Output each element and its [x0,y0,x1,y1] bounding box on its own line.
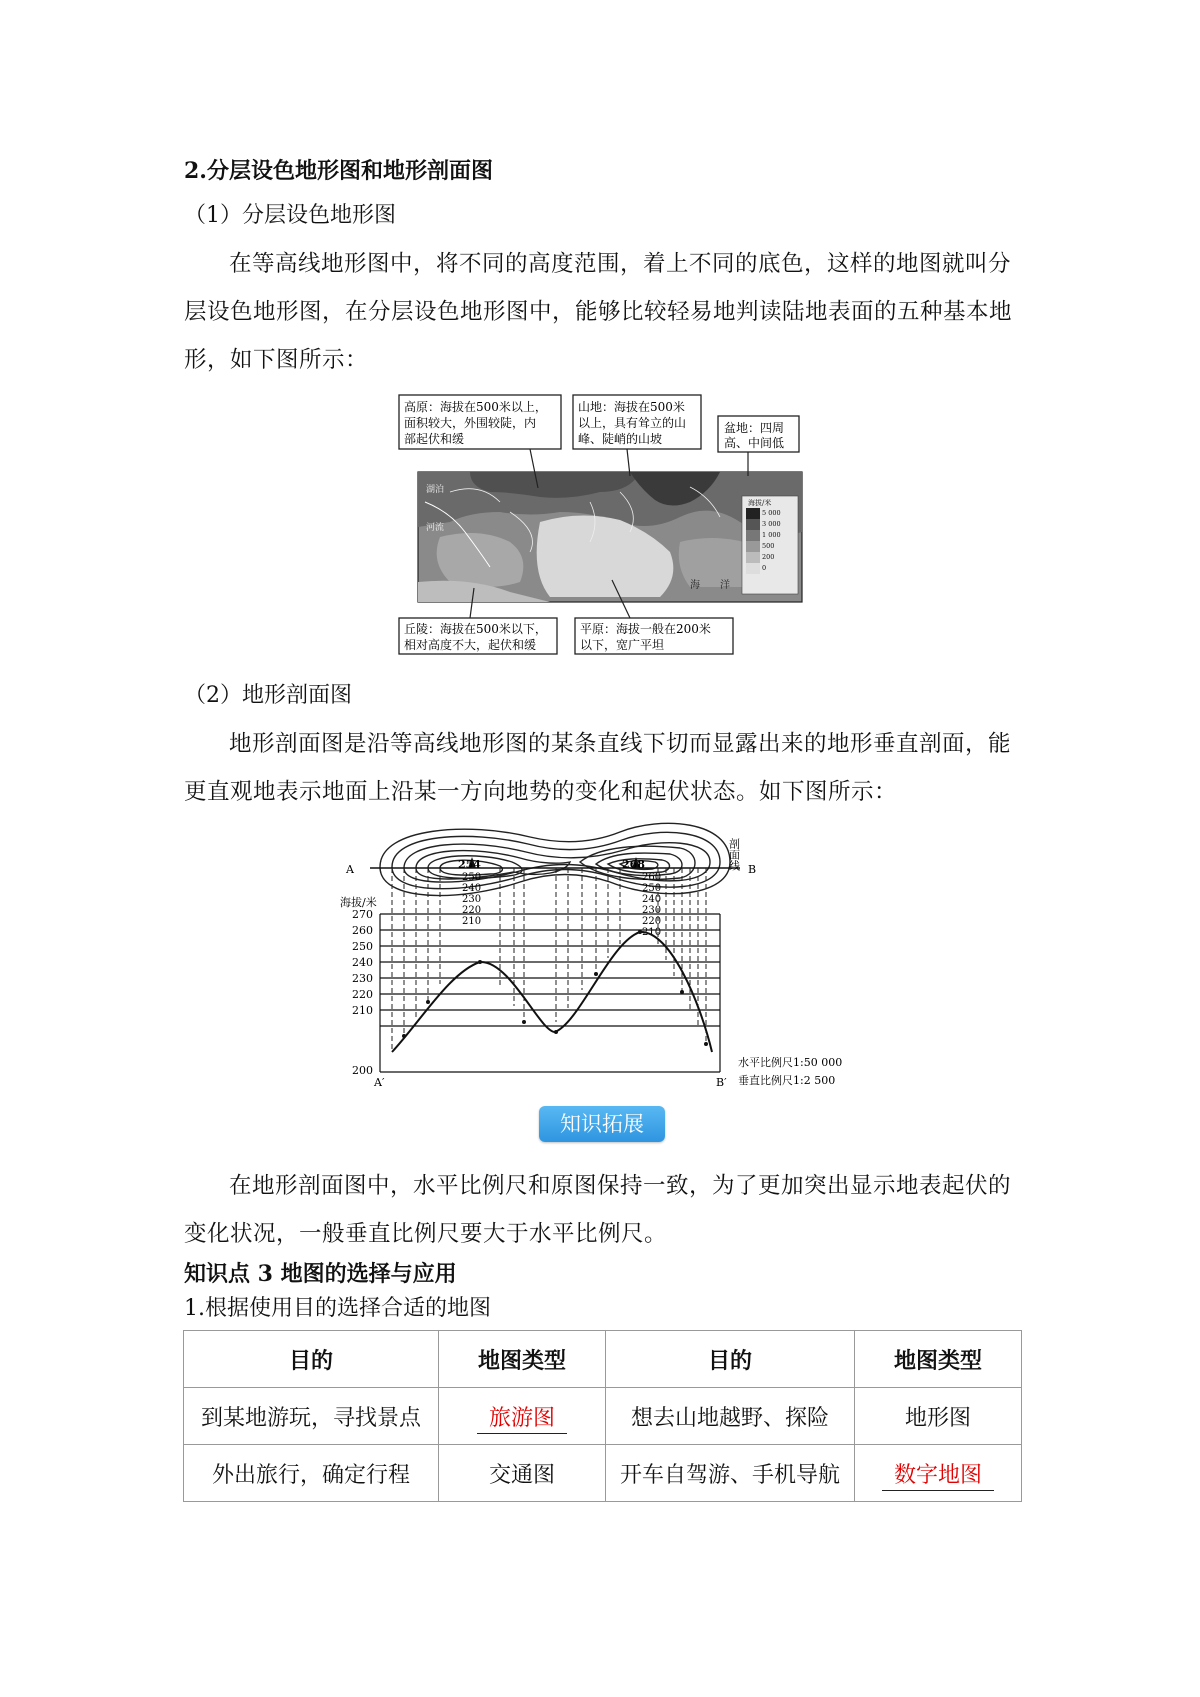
peak-left-value: 254 [458,858,481,871]
legend-item: 5 000 [762,509,781,517]
paragraph-1: 在等高线地形图中，将不同的高度范围，着上不同的底色，这样的地图就叫分层设色地形图，在分层设色地形图中，能够比较轻易地判读陆地表面的五种基本地形，如下图所示： [184,251,1013,373]
callout-hill-line: 丘陵：海拔在500米以下， [404,622,547,636]
contour-label-right: 240 [642,894,662,905]
contour-label-left: 240 [462,883,482,894]
answer-text: 旅游图 [477,1406,567,1434]
callout-basin-line: 盆地：四周 [724,421,785,435]
legend-item: 0 [762,564,767,572]
y-tick: 250 [352,940,373,953]
contour-label-right: 250 [642,883,662,894]
legend-item: 3 000 [762,520,781,528]
callout-plain-line: 平原：海拔一般在200米 [580,622,711,636]
callout-plateau-line: 高原：海拔在500米以上， [404,400,547,414]
y-axis-title: 海拔/米 [340,896,377,909]
table-cell: 外出旅行，确定行程 [184,1445,439,1502]
callout-mountain-line: 以上，具有耸立的山 [578,416,687,430]
map-label-river: 河流 [426,523,445,533]
label-a-prime: A′ [374,1076,385,1089]
callout-plateau-line: 部起伏和缓 [404,432,465,446]
callout-hill-line: 相对高度不大，起伏和缓 [404,638,537,652]
section-title: 2.分层设色地形图和地形剖面图 [184,158,493,184]
contour-label-right: 220 [642,916,662,927]
y-tick: 220 [352,988,373,1001]
callout-mountain-line: 山地：海拔在500米 [578,400,685,414]
table-cell: 地形图 [855,1388,1022,1445]
contour-label-right: 260 [642,872,662,883]
knowledge-point-3-subtitle: 1.根据使用目的选择合适的地图 [184,1296,491,1321]
table-cell: 想去山地越野、探险 [606,1388,855,1445]
table-cell [439,1388,606,1445]
topographic-profile-figure [340,822,880,1094]
callout-basin-line: 高、中间低 [724,436,785,450]
contour-label-right: 230 [642,905,662,916]
table-cell: 到某地游玩，寻找景点 [184,1388,439,1445]
table-header: 目的 [606,1331,855,1388]
paragraph-2: 地形剖面图是沿等高线地形图的某条直线下切而显露出来的地形垂直剖面，能更直观地表示地面上沿某一方向地势的变化和起伏状态。如下图所示： [184,731,1012,805]
table-header: 地图类型 [855,1331,1022,1388]
vertical-scale: 垂直比例尺1:2 500 [738,1074,836,1087]
contour-label-left: 250 [462,872,482,883]
legend-title: 海拔/米 [748,499,772,507]
contour-label-right: 210 [642,927,662,938]
map-label-sea: 海 洋 [690,580,730,591]
callout-plain-line: 以下，宽广平坦 [580,638,665,652]
paragraph-3: 在地形剖面图中，水平比例尺和原图保持一致，为了更加突出显示地表起伏的变化状况，一般垂直比例尺要大于水平比例尺。 [184,1173,1012,1247]
callout-plateau-line: 面积较大，外围较陡，内 [404,416,537,430]
contour-label-left: 220 [462,905,482,916]
knowledge-extension-badge: 知识拓展 [539,1106,665,1142]
table-header: 目的 [184,1331,439,1388]
legend-item: 200 [762,553,775,561]
y-tick: 240 [352,956,373,969]
callout-mountain-line: 峰、陡峭的山坡 [578,432,663,446]
subsection-title-2: （2）地形剖面图 [184,683,352,708]
legend-item: 1 000 [762,531,781,539]
y-tick: 210 [352,1004,373,1017]
profile-points [402,930,708,1046]
knowledge-point-3-title: 知识点 3 地图的选择与应用 [184,1261,457,1287]
y-tick: 200 [352,1064,373,1077]
table-cell: 开车自驾游、手机导航 [606,1445,855,1502]
legend-item: 500 [762,542,775,550]
answer-text: 数字地图 [882,1463,994,1491]
table-header-row [184,1331,1022,1388]
table-row [184,1445,1022,1502]
table-cell: 交通图 [439,1445,606,1502]
contour-lines [380,823,730,895]
layered-tint-map-figure [390,392,820,657]
table-row [184,1388,1022,1445]
label-b: B [748,863,757,876]
horizontal-scale: 水平比例尺1:50 000 [738,1056,843,1069]
label-b-prime: B′ [716,1076,727,1089]
y-tick: 260 [352,924,373,937]
contour-label-left: 230 [462,894,482,905]
peak-right-value: 268 [622,858,645,871]
y-tick: 230 [352,972,373,985]
subsection-title-1: （1）分层设色地形图 [184,203,396,228]
table-cell [855,1445,1022,1502]
profile-grid [380,914,720,1072]
contour-label-left: 210 [462,916,482,927]
map-label-lake: 湖泊 [426,485,445,495]
table-header: 地图类型 [439,1331,606,1388]
label-section-line: 剖面线 [727,838,741,871]
map-body [418,472,802,602]
label-a: A [346,863,354,876]
map-selection-table [183,1330,1022,1502]
y-tick: 270 [352,908,373,921]
